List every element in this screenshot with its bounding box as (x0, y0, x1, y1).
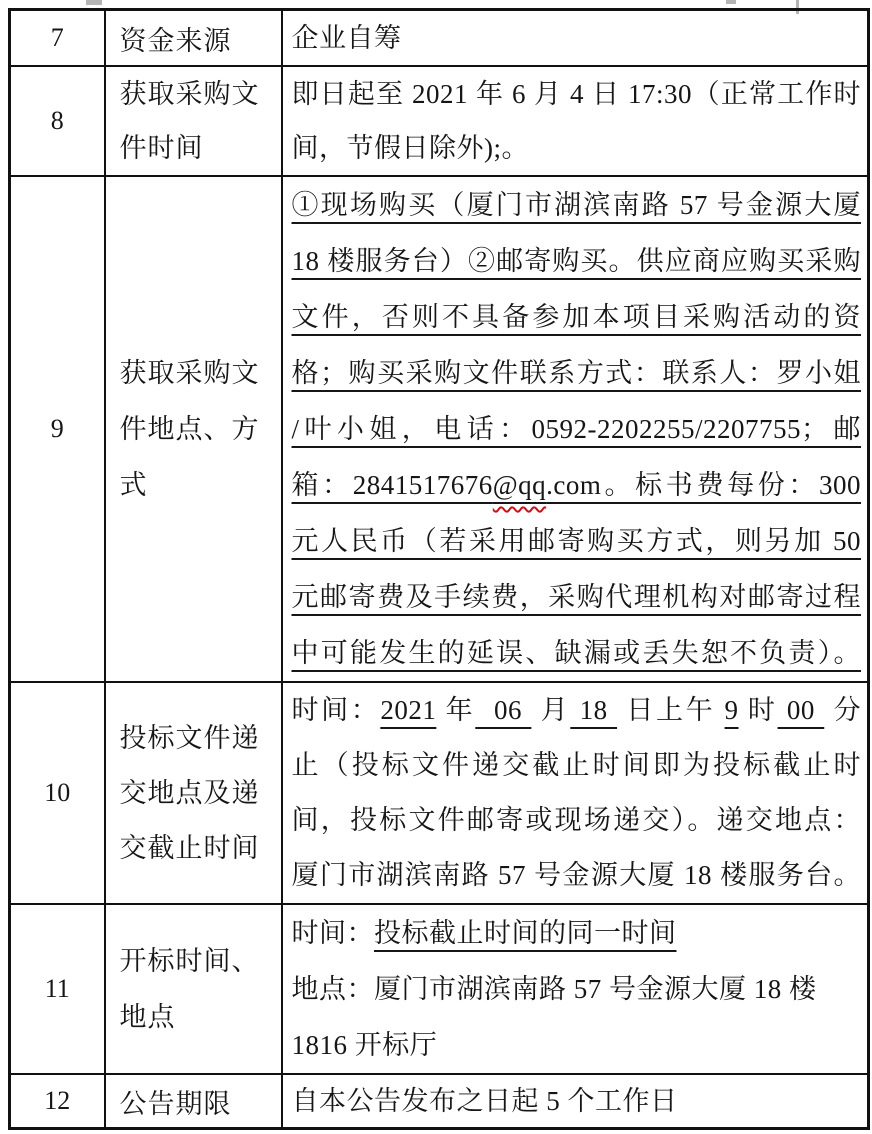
content-line (292, 177, 862, 233)
row-number-cell: 10 (10, 682, 105, 904)
label-line: 公告期限 (119, 1088, 232, 1119)
table-row-funding-source (10, 10, 869, 67)
underlined-text: 00 (777, 695, 825, 725)
table-body (10, 10, 869, 1129)
underlined-text: 9 (724, 695, 739, 725)
row-number-cell: 8 (10, 66, 105, 176)
text-segment: 分 (824, 695, 862, 725)
row-number-cell: 12 (10, 1074, 105, 1129)
label-line: 开标时间、 (119, 946, 260, 976)
scan-artifact (726, 0, 736, 4)
label-line: 地点 (119, 1002, 176, 1032)
content-line (292, 569, 862, 625)
underlined-text: 元邮寄费及手续费，采购代理机构对邮寄过程 (291, 582, 861, 612)
label-line: 获取采购文 (119, 79, 260, 109)
content-line (292, 457, 862, 513)
table-row-document-obtain-place-method (10, 176, 869, 682)
underlined-text: 文件，否则不具备参加本项目采购活动的资 (291, 302, 861, 332)
text-segment: 间，节假日除外);。 (291, 133, 529, 163)
content-line (292, 233, 862, 289)
row-content-cell (282, 66, 869, 176)
underlined-text: 投标截止时间的同一时间 (374, 918, 677, 948)
label-line: 交截止时间 (119, 832, 260, 863)
underlined-text: ①现场购买（厦门市湖滨南路 57 号金源大厦 (291, 190, 861, 220)
underlined-text (493, 470, 546, 500)
text-segment: 即日起至 2021 年 6 月 4 日 17:30（正常工作时 (291, 79, 861, 109)
text-segment: 时 (738, 695, 778, 725)
table-row-announcement-period (10, 1074, 869, 1129)
label-line: 式 (119, 470, 148, 500)
label-line: 资金来源 (119, 25, 232, 56)
text-segment: 时间： (291, 695, 381, 725)
content-line (292, 121, 862, 175)
underlined-text: 06 (475, 695, 532, 725)
content-line (292, 1017, 862, 1073)
text-segment: 地点：厦门市湖滨南路 57 号金源大厦 18 楼 (291, 974, 817, 1004)
row-label-cell (105, 904, 282, 1074)
scan-artifact (86, 0, 102, 5)
content-line (292, 67, 862, 121)
label-line: 获取采购文 (119, 358, 260, 388)
content-line (292, 848, 862, 903)
table-row-bid-submission-place-deadline (10, 682, 869, 904)
underlined-text: .com。标书费每份：300 (546, 470, 861, 500)
content-line (292, 289, 862, 345)
content-line (292, 513, 862, 569)
content-line (292, 683, 862, 738)
text-segment: 日上午 (617, 695, 725, 725)
row-label-cell (105, 176, 282, 682)
underlined-text: 元人民币（若采用邮寄购买方式，则另加 50 (291, 526, 861, 556)
text-segment: 间，投标文件邮寄或现场递交）。递交地点： (291, 805, 861, 835)
row-number-cell: 7 (10, 10, 105, 67)
row-label-cell (105, 1074, 282, 1129)
label-line: 投标文件递 (119, 722, 260, 753)
spellcheck-flagged-text: @qq (492, 470, 547, 500)
underlined-text: 18 (570, 695, 618, 725)
content-line (292, 625, 862, 681)
text-segment: 年 (436, 695, 476, 725)
text-segment: 月 (531, 695, 571, 725)
text-segment: 时间： (291, 918, 374, 948)
table-row-bid-opening-time-place (10, 904, 869, 1074)
underlined-text: 2021 (380, 695, 437, 725)
content-line (292, 738, 862, 793)
row-content-cell (282, 1074, 869, 1129)
text-segment: 自本公告发布之日起 5 个工作日 (291, 1086, 678, 1116)
content-line (292, 905, 862, 961)
text-segment: 厦门市湖滨南路 57 号金源大厦 18 楼服务台。 (291, 860, 861, 890)
content-line (292, 961, 862, 1017)
content-line (292, 11, 862, 65)
underlined-text: 中可能发生的延误、缺漏或丢失恕不负责）。 (291, 638, 861, 668)
content-line (292, 401, 862, 457)
row-label-cell (105, 66, 282, 176)
procurement-info-table (8, 8, 870, 1130)
underlined-text: 箱：2841517676 (291, 470, 493, 500)
content-line (292, 345, 862, 401)
row-content-cell (282, 176, 869, 682)
underlined-text: 格；购买采购文件联系方式：联系人：罗小姐 (291, 358, 861, 388)
content-line (292, 1075, 862, 1127)
label-line: 交地点及递 (119, 777, 260, 808)
text-segment: 企业自筹 (291, 23, 402, 53)
row-number-cell: 11 (10, 904, 105, 1074)
text-segment: 止（投标文件递交截止时间即为投标截止时 (291, 750, 861, 780)
content-line (292, 793, 862, 848)
row-label-cell (105, 682, 282, 904)
underlined-text: 18 楼服务台）②邮寄购买。供应商应购买采购 (291, 246, 861, 276)
text-segment: 1816 开标厅 (291, 1030, 438, 1060)
row-number-cell: 9 (10, 176, 105, 682)
row-content-cell (282, 682, 869, 904)
row-content-cell (282, 904, 869, 1074)
row-label-cell (105, 10, 282, 67)
table-row-document-obtain-time (10, 66, 869, 176)
row-content-cell (282, 10, 869, 67)
label-line: 件时间 (119, 133, 204, 163)
label-line: 件地点、方 (119, 414, 260, 444)
underlined-text: /叶小姐，电话：0592-2202255/2207755；邮 (291, 414, 861, 444)
